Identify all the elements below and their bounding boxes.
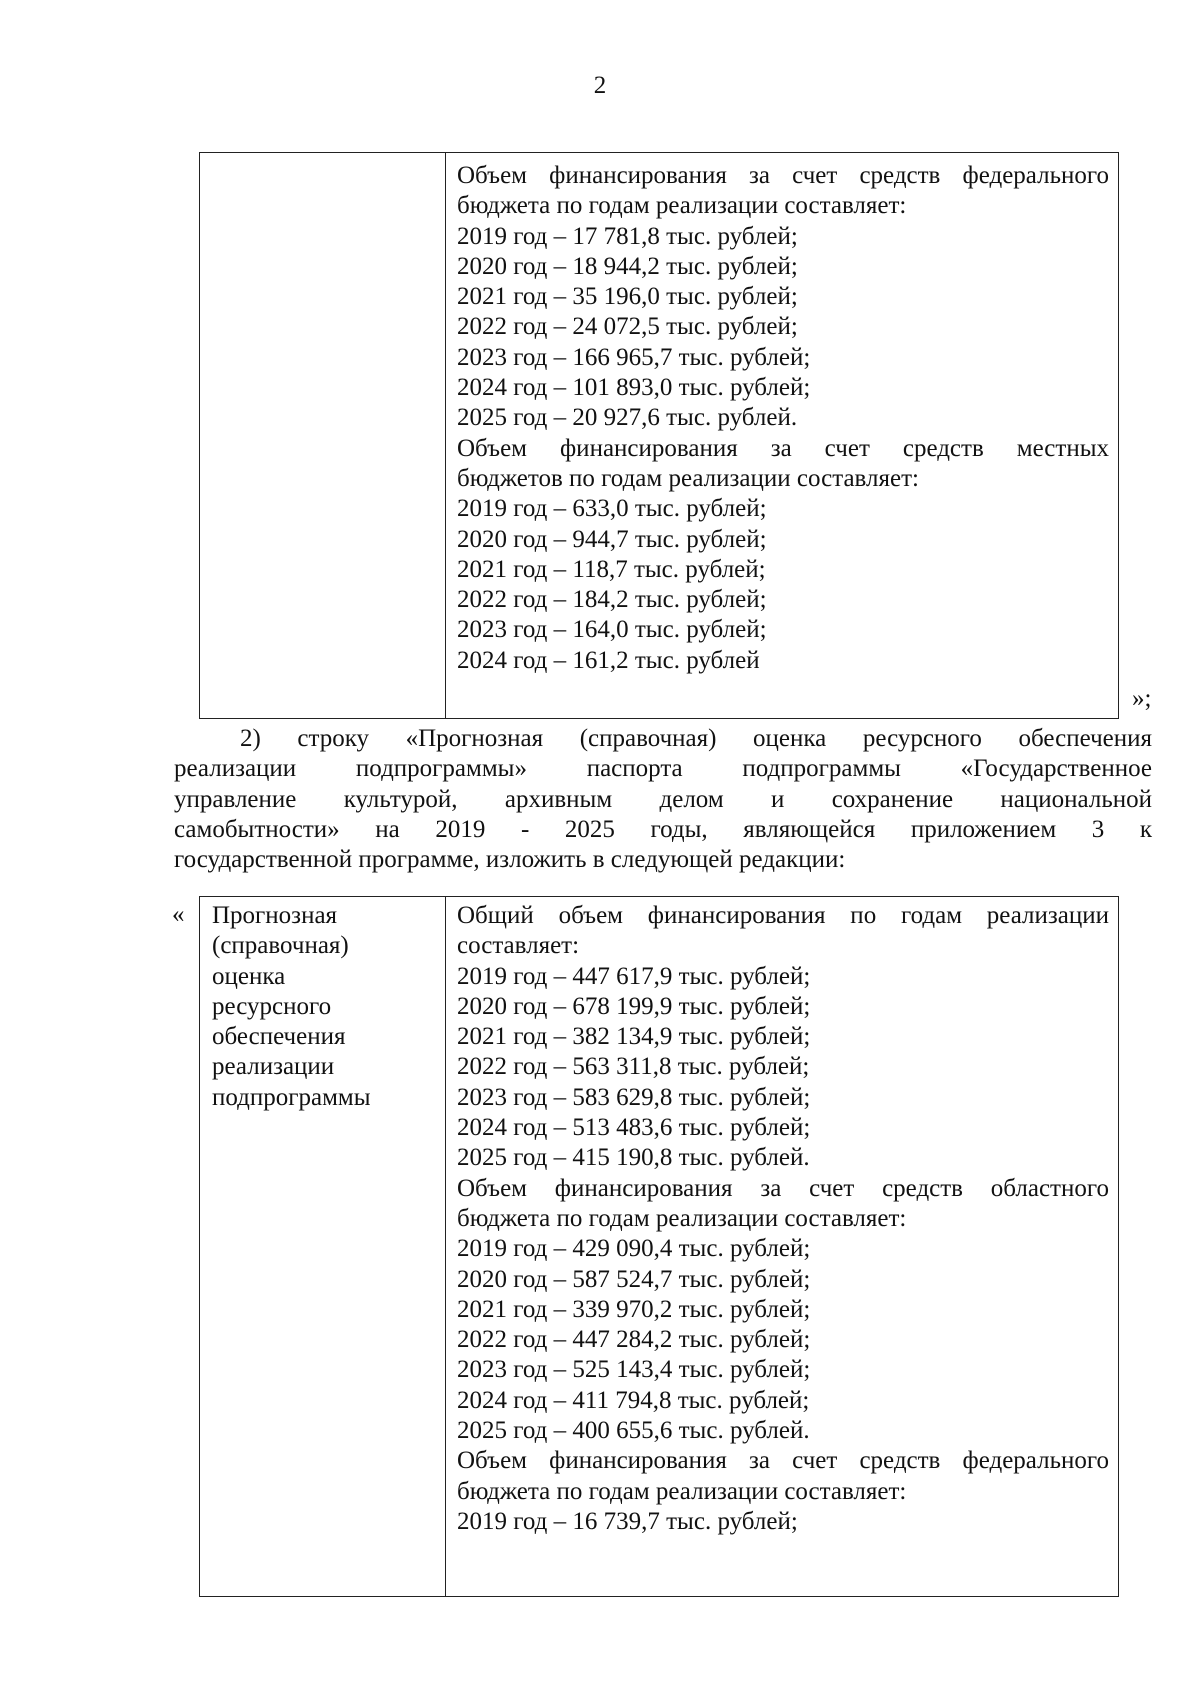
row-label-line: ресурсного [212,992,332,1020]
paragraph-line: самобытности» на 2019 - 2025 годы, являющейся приложением 3 к [174,815,1152,843]
table1-line: 2022 год – 24 072,5 тыс. рублей; [457,313,798,341]
table1-line: Объем финансирования за счет средств местных [457,434,1109,462]
table2-line: 2024 год – 513 483,6 тыс. рублей; [457,1114,811,1142]
row-label-line: обеспечения [212,1023,346,1051]
paragraph-line: управление культурой, архивным делом и сохранение национальной [174,785,1152,813]
table2-line: 2021 год – 382 134,9 тыс. рублей; [457,1023,811,1051]
table2-line: бюджета по годам реализации составляет: [457,1204,907,1232]
closing-quote: »; [1132,685,1152,712]
table2-line: 2023 год – 525 143,4 тыс. рублей; [457,1356,811,1384]
column-divider [445,897,446,1596]
row-label-line: Прогнозная [212,902,338,929]
table2-line: 2019 год – 429 090,4 тыс. рублей; [457,1235,811,1263]
table1-content-cell [457,161,1109,676]
table2-line: Объем финансирования за счет средств федерального [457,1447,1109,1475]
table1-line: 2019 год – 633,0 тыс. рублей; [457,495,767,523]
row-label-line: оценка [212,962,286,990]
table2-line: 2019 год – 447 617,9 тыс. рублей; [457,962,811,990]
amendment-paragraph [174,724,1152,875]
table2-line: 2021 год – 339 970,2 тыс. рублей; [457,1295,811,1323]
paragraph-line: 2) строку «Прогнозная (справочная) оценка ресурсного обеспечения [240,725,1152,752]
table2-line: 2022 год – 447 284,2 тыс. рублей; [457,1326,811,1354]
table2-line: 2024 год – 411 794,8 тыс. рублей; [457,1386,810,1414]
table1-line: 2021 год – 118,7 тыс. рублей; [457,555,766,583]
paragraph-line: государственной программе, изложить в следующей редакции: [174,846,846,874]
table2-line: 2022 год – 563 311,8 тыс. рублей; [457,1053,810,1081]
table2-line: Объем финансирования за счет средств областного [457,1174,1109,1202]
table1-line: 2021 год – 35 196,0 тыс. рублей; [457,283,798,311]
table1-line: Объем финансирования за счет средств федерального [457,162,1109,189]
table1-line: 2023 год – 164,0 тыс. рублей; [457,616,767,644]
table2-line: 2020 год – 587 524,7 тыс. рублей; [457,1265,811,1293]
table2-line: бюджета по годам реализации составляет: [457,1477,907,1505]
table2-line: 2025 год – 415 190,8 тыс. рублей. [457,1144,810,1172]
table1-line: 2024 год – 161,2 тыс. рублей [457,646,760,674]
table2-line: 2025 год – 400 655,6 тыс. рублей. [457,1417,810,1445]
table1-line: 2025 год – 20 927,6 тыс. рублей. [457,404,798,432]
table1-line: 2022 год – 184,2 тыс. рублей; [457,586,767,614]
table2-line: 2020 год – 678 199,9 тыс. рублей; [457,992,811,1020]
funding-forecast-table [199,896,1119,1597]
funding-table-continued [199,152,1119,719]
column-divider [445,153,446,718]
table2-line: 2023 год – 583 629,8 тыс. рублей; [457,1083,811,1111]
row-label-line: реализации [212,1053,335,1081]
table1-line: 2023 год – 166 965,7 тыс. рублей; [457,343,811,371]
table2-line: составляет: [457,932,580,960]
paragraph-line: реализации подпрограммы» паспорта подпрограммы «Государственное [174,755,1152,783]
row-label-line: (справочная) [212,932,349,960]
table2-line: 2019 год – 16 739,7 тыс. рублей; [457,1507,798,1535]
opening-quote: « [172,901,185,928]
table1-line: 2019 год – 17 781,8 тыс. рублей; [457,222,798,250]
table1-line: 2020 год – 944,7 тыс. рублей; [457,525,767,553]
table1-line: 2024 год – 101 893,0 тыс. рублей; [457,374,811,402]
table2-content-cell [457,901,1109,1537]
table2-line: Общий объем финансирования по годам реализации [457,902,1109,929]
row-label-cell [212,901,437,1113]
table1-line: бюджетов по годам реализации составляет: [457,464,919,492]
page-number: 2 [593,72,607,99]
table1-line: бюджета по годам реализации составляет: [457,192,907,220]
row-label-line: подпрограммы [212,1083,371,1111]
table1-line: 2020 год – 18 944,2 тыс. рублей; [457,252,798,280]
